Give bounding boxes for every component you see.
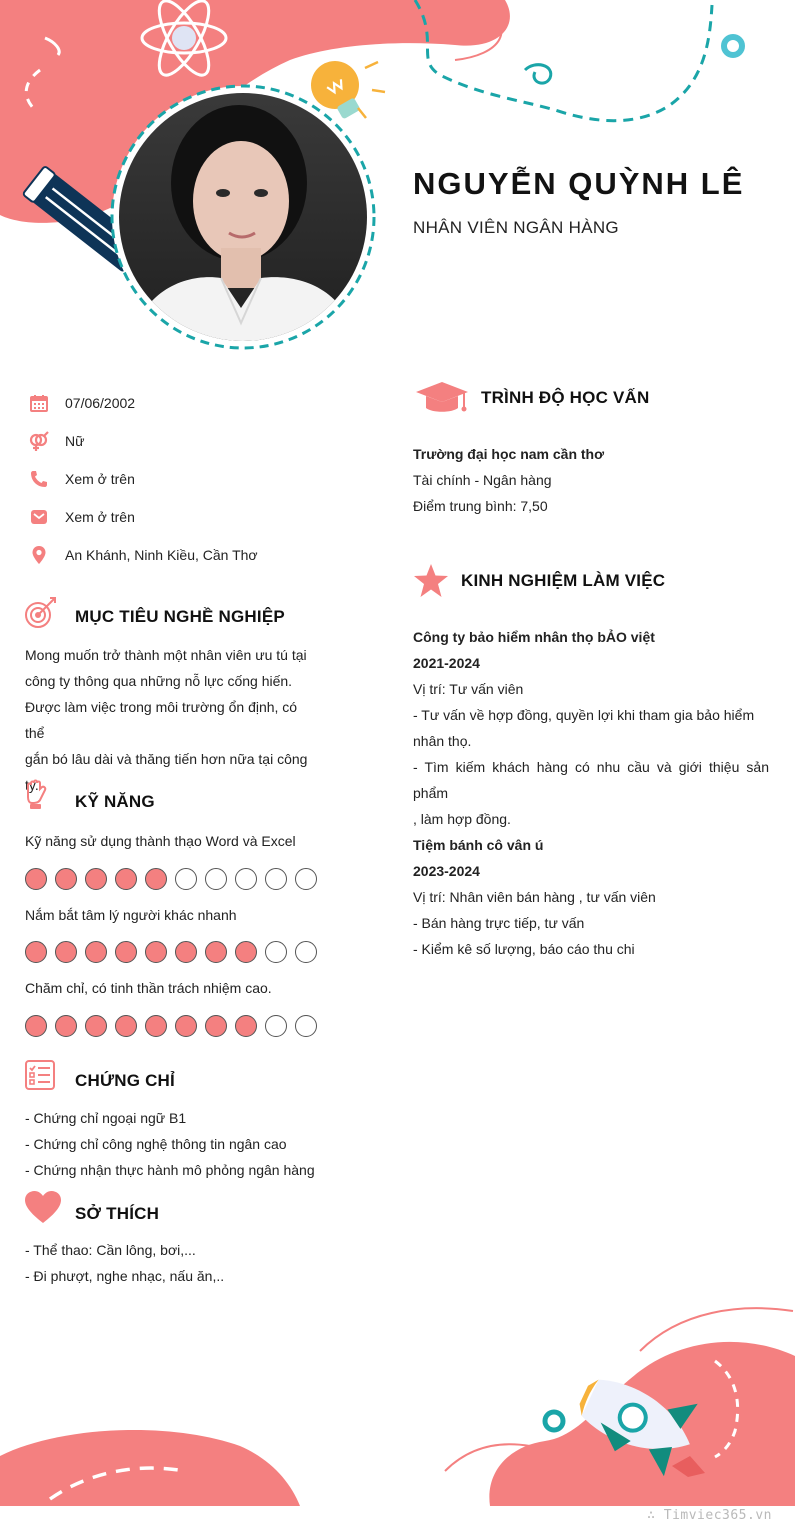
objective-line: gắn bó lâu dài và thăng tiến hơn nữa tại công xyxy=(25,751,308,767)
rating-dot-empty xyxy=(295,941,317,963)
job-position: Vị trí: Nhân viên bán hàng , tư vấn viên xyxy=(413,889,656,905)
rating-dot-filled xyxy=(55,1015,77,1037)
objective-line: Mong muốn trở thành một nhân viên ưu tú tại xyxy=(25,647,307,663)
objective-line: ty. xyxy=(25,777,39,793)
job-duty-line: - Bán hàng trực tiếp, tư vấn xyxy=(413,915,585,931)
phone-text: Xem ở trên xyxy=(65,471,135,487)
objective-line: Được làm việc trong môi trường ổn định, có thể xyxy=(25,699,298,741)
rating-dot-filled xyxy=(205,941,227,963)
rating-dot-empty xyxy=(205,868,227,890)
skills-title: KỸ NĂNG xyxy=(75,792,155,811)
birthday-text: 07/06/2002 xyxy=(65,395,136,411)
rating-dot-filled xyxy=(145,1015,167,1037)
rating-dot-empty xyxy=(265,1015,287,1037)
objective-line: công ty thông qua những nỗ lực cống hiến. xyxy=(25,673,293,689)
skill-label: Chăm chỉ, có tinh thần trách nhiệm cao. xyxy=(25,980,272,996)
certificate-list xyxy=(25,1105,335,1183)
skill-label: Kỹ năng sử dụng thành thạo Word và Excel xyxy=(25,833,296,849)
address-text: An Khánh, Ninh Kiều, Cần Thơ xyxy=(65,547,258,563)
skill-rating xyxy=(25,1015,317,1037)
rating-dot-filled xyxy=(145,868,167,890)
job-duty-line: - Tư vấn về hợp đồng, quyền lợi khi tham gia bảo hiểm xyxy=(413,707,755,723)
job-company: Tiệm bánh cô vân ú xyxy=(413,837,544,853)
footer-decoration xyxy=(0,1281,800,1531)
rating-dot-filled xyxy=(205,1015,227,1037)
job-duty-line: , làm hợp đồng. xyxy=(413,811,511,827)
heart-icon xyxy=(24,1190,62,1224)
rating-dot-empty xyxy=(295,1015,317,1037)
rating-dot-filled xyxy=(25,868,47,890)
major: Tài chính - Ngân hàng xyxy=(413,472,552,488)
rating-dot-filled xyxy=(175,1015,197,1037)
rating-dot-filled xyxy=(115,941,137,963)
rating-dot-filled xyxy=(145,941,167,963)
certificate-item: - Chứng nhận thực hành mô phỏng ngân hàng xyxy=(25,1162,315,1178)
certificates-title: CHỨNG CHỈ xyxy=(75,1071,175,1090)
skill-rating xyxy=(25,868,317,890)
contact-gender xyxy=(28,422,348,460)
rating-dot-filled xyxy=(115,868,137,890)
rating-dot-filled xyxy=(85,868,107,890)
hobbies-title: SỞ THÍCH xyxy=(75,1204,160,1223)
rating-dot-filled xyxy=(25,1015,47,1037)
education-detail xyxy=(413,441,773,519)
rating-dot-empty xyxy=(175,868,197,890)
job-duty xyxy=(413,702,769,754)
skill-rating xyxy=(25,941,317,963)
candidate-name: NGUYỄN QUỲNH LÊ xyxy=(413,166,745,201)
rating-dot-filled xyxy=(85,941,107,963)
contact-info xyxy=(28,384,348,574)
objective-text xyxy=(25,642,320,798)
education-title: TRÌNH ĐỘ HỌC VẤN xyxy=(481,388,650,407)
certificate-item: - Chứng chỉ ngoại ngữ B1 xyxy=(25,1110,187,1126)
gender-text: Nữ xyxy=(65,433,85,449)
gender-icon xyxy=(28,430,50,452)
rating-dot-empty xyxy=(265,868,287,890)
rating-dot-filled xyxy=(235,1015,257,1037)
rating-dot-filled xyxy=(115,1015,137,1037)
hand-icon xyxy=(24,779,48,811)
job-company: Công ty bảo hiểm nhân thọ bẢO việt xyxy=(413,629,655,645)
hobby-item: - Đi phượt, nghe nhạc, nấu ăn,.. xyxy=(25,1268,225,1284)
rating-dot-filled xyxy=(55,868,77,890)
target-icon xyxy=(24,596,58,630)
contact-email xyxy=(28,498,348,536)
contact-phone xyxy=(28,460,348,498)
email-text: Xem ở trên xyxy=(65,509,135,525)
objective-title: MỤC TIÊU NGHỀ NGHIỆP xyxy=(75,607,285,626)
contact-address xyxy=(28,536,348,574)
certificate-item: - Chứng chỉ công nghệ thông tin ngân cao xyxy=(25,1136,287,1152)
checklist-icon xyxy=(24,1059,56,1091)
job-duty xyxy=(413,754,769,832)
star-icon xyxy=(413,563,449,599)
phone-icon xyxy=(28,468,50,490)
job-duty-line: - Kiểm kê số lượng, báo cáo thu chi xyxy=(413,941,635,957)
rating-dot-filled xyxy=(85,1015,107,1037)
candidate-role: NHÂN VIÊN NGÂN HÀNG xyxy=(413,218,619,237)
avatar xyxy=(109,83,377,351)
graduation-cap-icon xyxy=(414,380,470,416)
job-entry xyxy=(413,624,769,832)
rating-dot-empty xyxy=(235,868,257,890)
rating-dot-empty xyxy=(295,868,317,890)
job-duty-line: nhân thọ. xyxy=(413,733,472,749)
job-period: 2023-2024 xyxy=(413,863,480,879)
school-name: Trường đại học nam cần thơ xyxy=(413,446,605,462)
experience-title: KINH NGHIỆM LÀM VIỆC xyxy=(461,571,666,590)
rating-dot-empty xyxy=(265,941,287,963)
calendar-icon xyxy=(28,392,50,414)
rating-dot-filled xyxy=(25,941,47,963)
email-icon xyxy=(28,506,50,528)
job-position: Vị trí: Tư vấn viên xyxy=(413,681,524,697)
job-period: 2021-2024 xyxy=(413,655,480,671)
hobby-item: - Thể thao: Cần lông, bơi,... xyxy=(25,1242,196,1258)
watermark: ∴ Timviec365.vn xyxy=(647,1508,772,1523)
job-entry xyxy=(413,832,769,962)
rating-dot-filled xyxy=(235,941,257,963)
skill-label: Nắm bắt tâm lý người khác nhanh xyxy=(25,907,237,923)
rating-dot-filled xyxy=(55,941,77,963)
job-duty-line: - Tìm kiếm khách hàng có nhu cầu và giới thiệu sản phẩm xyxy=(413,759,769,801)
rating-dot-filled xyxy=(175,941,197,963)
location-icon xyxy=(28,544,50,566)
contact-birthday xyxy=(28,384,348,422)
gpa: Điểm trung bình: 7,50 xyxy=(413,498,548,514)
